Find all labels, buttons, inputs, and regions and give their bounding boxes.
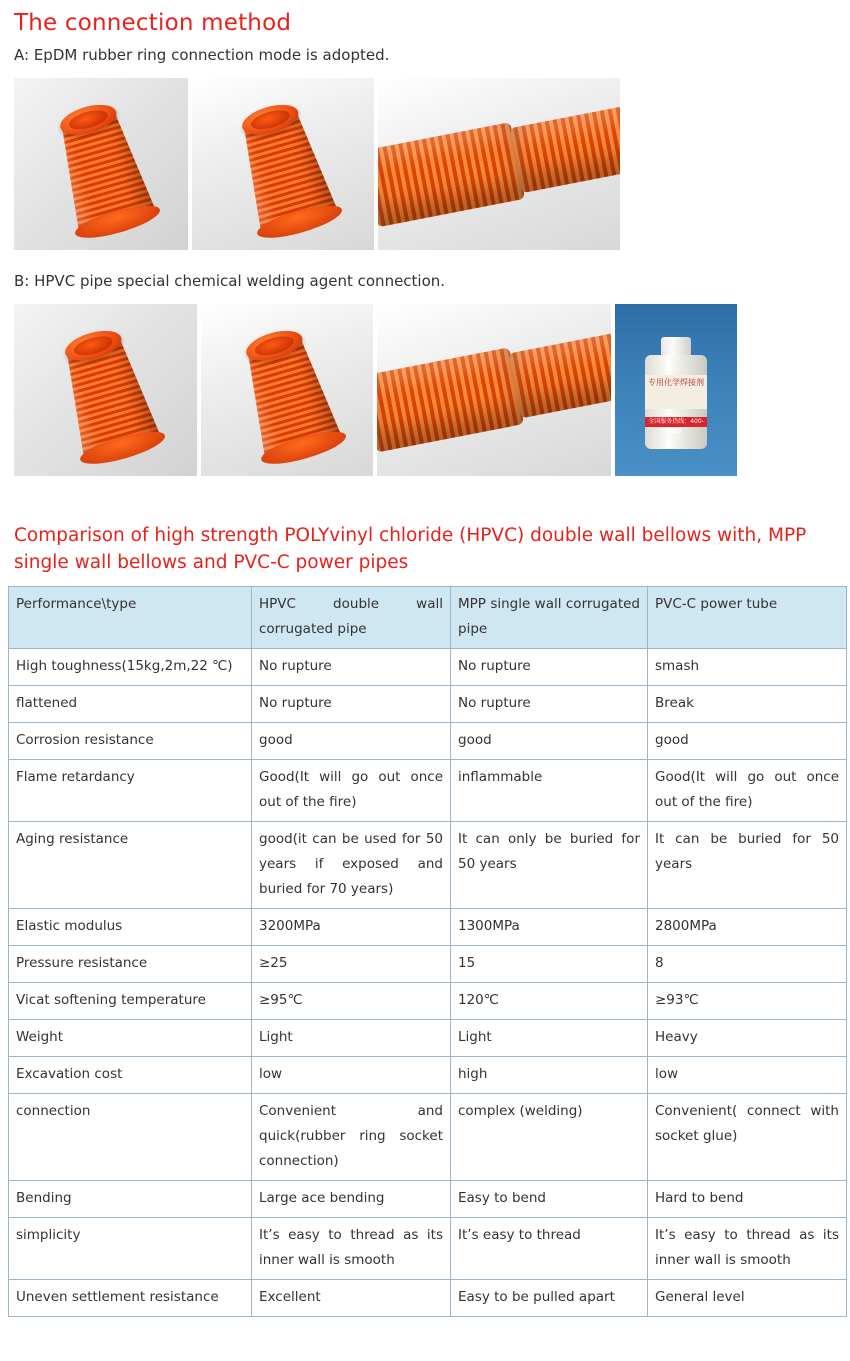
table-row	[9, 686, 847, 723]
table-row	[9, 1057, 847, 1094]
pipe-horizontal-photo-b3	[377, 304, 611, 476]
cell-mpp: It can only be buried for 50 years	[451, 822, 648, 909]
cell-pvcc: ≥93℃	[648, 983, 847, 1020]
cell-hpvc: It’s easy to thread as its inner wall is smooth	[252, 1218, 451, 1280]
pipe-cone-photo-b2	[201, 304, 373, 476]
glue-bottle-icon	[645, 337, 707, 449]
welding-agent-bottle-photo	[615, 304, 737, 476]
table-row	[9, 1094, 847, 1181]
connection-method-section	[0, 0, 850, 476]
table-row	[9, 649, 847, 686]
cell-hpvc: Convenient and quick(rubber ring socket connection)	[252, 1094, 451, 1181]
cell-pvcc: Break	[648, 686, 847, 723]
cell-hpvc: No rupture	[252, 649, 451, 686]
row-label: Pressure resistance	[9, 946, 252, 983]
comparison-title: Comparison of high strength POLYvinyl chloride (HPVC) double wall bellows with, MPP single wall bellows and PVC-C power pipes	[14, 525, 807, 573]
cell-mpp: It’s easy to thread	[451, 1218, 648, 1280]
cell-pvcc: 8	[648, 946, 847, 983]
cell-pvcc: low	[648, 1057, 847, 1094]
cell-pvcc: Convenient( connect with socket glue)	[648, 1094, 847, 1181]
table-row	[9, 1280, 847, 1317]
cell-mpp: complex (welding)	[451, 1094, 648, 1181]
cell-mpp: 1300MPa	[451, 909, 648, 946]
bottle-label-text: 专用化学焊接剂	[648, 378, 704, 388]
cell-hpvc: Good(It will go out once out of the fire)	[252, 760, 451, 822]
cell-hpvc: Excellent	[252, 1280, 451, 1317]
photo-row-a	[0, 78, 850, 250]
cell-pvcc: good	[648, 723, 847, 760]
cell-mpp: Easy to be pulled apart	[451, 1280, 648, 1317]
row-label: Corrosion resistance	[9, 723, 252, 760]
table-row	[9, 760, 847, 822]
table-row	[9, 909, 847, 946]
pipe-horizontal-photo-a3	[378, 78, 620, 250]
cell-mpp: Light	[451, 1020, 648, 1057]
cell-hpvc: low	[252, 1057, 451, 1094]
cell-pvcc: Good(It will go out once out of the fire)	[648, 760, 847, 822]
row-label: Elastic modulus	[9, 909, 252, 946]
cell-hpvc: Large ace bending	[252, 1181, 451, 1218]
cell-pvcc: smash	[648, 649, 847, 686]
row-label: flattened	[9, 686, 252, 723]
cell-mpp: No rupture	[451, 649, 648, 686]
table-row	[9, 822, 847, 909]
table-row	[9, 1181, 847, 1218]
cell-pvcc: Heavy	[648, 1020, 847, 1057]
cell-hpvc: Light	[252, 1020, 451, 1057]
table-row	[9, 983, 847, 1020]
row-label: High toughness(15kg,2m,22 ℃)	[9, 649, 252, 686]
row-label: Flame retardancy	[9, 760, 252, 822]
cell-hpvc: good	[252, 723, 451, 760]
table-row	[9, 1218, 847, 1280]
page-title: The connection method	[14, 10, 292, 36]
table-row	[9, 1020, 847, 1057]
cell-hpvc: good(it can be used for 50 years if exposed and buried for 70 years)	[252, 822, 451, 909]
cell-mpp: Easy to bend	[451, 1181, 648, 1218]
pipe-cone-photo-b1	[14, 304, 197, 476]
row-label: Bending	[9, 1181, 252, 1218]
pipe-cone-photo-a1	[14, 78, 188, 250]
cell-mpp: high	[451, 1057, 648, 1094]
cell-pvcc: Hard to bend	[648, 1181, 847, 1218]
col-header-mpp: MPP single wall corrugated pipe	[451, 587, 648, 649]
photo-row-b	[0, 304, 850, 476]
cell-hpvc: 3200MPa	[252, 909, 451, 946]
row-label: Vicat softening temperature	[9, 983, 252, 1020]
connection-method-b-label: B: HPVC pipe special chemical welding agent connection.	[14, 272, 446, 290]
row-label: Aging resistance	[9, 822, 252, 909]
cell-mpp: inflammable	[451, 760, 648, 822]
comparison-section	[0, 522, 850, 1327]
cell-mpp: 120℃	[451, 983, 648, 1020]
row-label: Excavation cost	[9, 1057, 252, 1094]
col-header-hpvc: HPVC double wall corrugated pipe	[252, 587, 451, 649]
cell-pvcc: It’s easy to thread as its inner wall is smooth	[648, 1218, 847, 1280]
page-bottom-spacer	[0, 1317, 850, 1327]
pipe-cone-photo-a2	[192, 78, 374, 250]
row-label: Weight	[9, 1020, 252, 1057]
bottle-band-text: 全国服务热线：400-888	[648, 418, 704, 436]
cell-pvcc: It can be buried for 50 years	[648, 822, 847, 909]
cell-pvcc: General level	[648, 1280, 847, 1317]
table-row	[9, 723, 847, 760]
row-label: connection	[9, 1094, 252, 1181]
cell-mpp: No rupture	[451, 686, 648, 723]
connection-method-a-label: A: EpDM rubber ring connection mode is adopted.	[14, 46, 390, 64]
row-label: Uneven settlement resistance	[9, 1280, 252, 1317]
comparison-table	[8, 586, 847, 1317]
cell-hpvc: ≥95℃	[252, 983, 451, 1020]
table-header-row	[9, 587, 847, 649]
table-row	[9, 946, 847, 983]
col-header-pvcc: PVC-C power tube	[648, 587, 847, 649]
col-header-performance: Performance\type	[9, 587, 252, 649]
cell-hpvc: ≥25	[252, 946, 451, 983]
cell-mpp: good	[451, 723, 648, 760]
cell-mpp: 15	[451, 946, 648, 983]
cell-pvcc: 2800MPa	[648, 909, 847, 946]
row-label: simplicity	[9, 1218, 252, 1280]
cell-hpvc: No rupture	[252, 686, 451, 723]
